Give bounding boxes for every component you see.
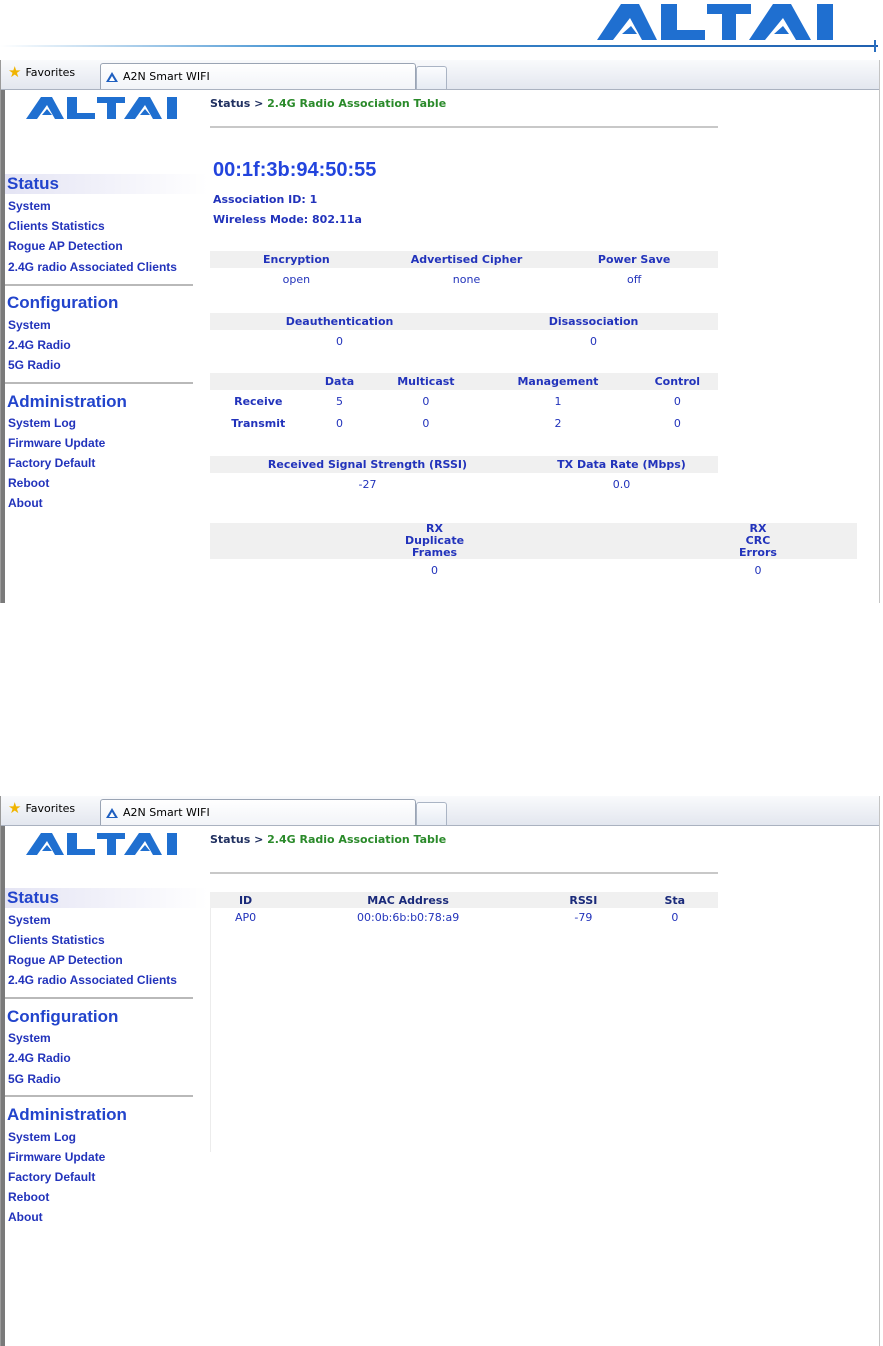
- table-cell: -27: [358, 477, 377, 491]
- row-label: Receive: [234, 394, 283, 408]
- sidebar-item-24g-radio[interactable]: 2.4G Radio: [8, 1051, 71, 1065]
- browser-tab[interactable]: [100, 799, 416, 825]
- header-divider: [210, 126, 718, 128]
- content-edge: [210, 892, 211, 1152]
- sidebar-divider: [5, 1095, 193, 1097]
- table-row: [210, 473, 718, 495]
- main-content: [210, 826, 879, 1346]
- altai-logo: [25, 831, 193, 857]
- table-header: Sta: [632, 892, 718, 908]
- main-content: [210, 90, 879, 603]
- table-row: [210, 390, 718, 412]
- sidebar-item-associated-clients[interactable]: 2.4G radio Associated Clients: [8, 973, 177, 987]
- table-row: [210, 330, 718, 352]
- favorites-label: Favorites: [25, 66, 76, 79]
- table-cell: 0: [422, 394, 430, 408]
- table-header: Deauthentication: [210, 313, 469, 330]
- table-cell: 0: [422, 416, 430, 430]
- table-cell: 2: [554, 416, 562, 430]
- sidebar-item-system-log[interactable]: System Log: [8, 1130, 77, 1144]
- page-frame: [1, 826, 879, 1346]
- table-header: Control: [637, 373, 718, 390]
- sidebar-item-config-system[interactable]: System: [8, 318, 51, 332]
- security-table: [210, 251, 718, 290]
- sidebar-heading-configuration: Configuration: [7, 1007, 119, 1026]
- table-header: Power Save: [550, 251, 718, 268]
- table-cell-id: AP0: [234, 910, 257, 924]
- table-header-row: [210, 523, 857, 559]
- sidebar-divider: [5, 997, 193, 999]
- table-header: Multicast: [373, 373, 480, 390]
- browser-toolbar: [1, 60, 879, 90]
- favorites-button[interactable]: [8, 63, 76, 81]
- sidebar: [5, 826, 207, 1346]
- star-icon: ★: [8, 799, 22, 817]
- breadcrumb: [210, 97, 446, 110]
- table-cell: 0: [590, 334, 598, 348]
- sidebar-item-reboot[interactable]: Reboot: [8, 476, 50, 490]
- sidebar-heading-status: Status: [5, 888, 208, 908]
- sidebar-item-system-log[interactable]: System Log: [8, 416, 77, 430]
- sidebar-item-about[interactable]: About: [8, 1210, 43, 1224]
- table-cell: off: [627, 272, 642, 286]
- traffic-table: [210, 373, 718, 434]
- sidebar-item-24g-radio[interactable]: 2.4G Radio: [8, 338, 71, 352]
- breadcrumb-parent[interactable]: Status: [210, 833, 251, 846]
- sidebar-item-clients-statistics[interactable]: Clients Statistics: [8, 219, 105, 233]
- table-cell-sta: 0: [671, 910, 679, 924]
- wireless-mode-value: 802.11a: [312, 213, 362, 226]
- table-header: Management: [479, 373, 636, 390]
- row-label: Transmit: [231, 416, 286, 430]
- sidebar-divider: [5, 284, 193, 286]
- wireless-mode-label: Wireless Mode:: [213, 213, 309, 226]
- breadcrumb-separator: >: [254, 833, 264, 846]
- table-header: Disassociation: [469, 313, 718, 330]
- sidebar-item-5g-radio[interactable]: 5G Radio: [8, 1072, 61, 1086]
- new-tab-button[interactable]: [416, 66, 447, 89]
- table-cell: 5: [336, 394, 344, 408]
- errors-table: [210, 523, 857, 581]
- table-header: MAC Address: [281, 892, 535, 908]
- table-cell: 0: [754, 563, 762, 577]
- sidebar-item-rogue-ap-detection[interactable]: Rogue AP Detection: [8, 239, 123, 253]
- table-row: [210, 412, 718, 434]
- sidebar-item-config-system[interactable]: System: [8, 1031, 51, 1045]
- favorites-label: Favorites: [25, 802, 76, 815]
- table-header: Data: [307, 373, 373, 390]
- breadcrumb-current: 2.4G Radio Association Table: [267, 833, 447, 846]
- table-header-row: [210, 313, 718, 330]
- table-cell: 0: [673, 394, 681, 408]
- sidebar-item-factory-default[interactable]: Factory Default: [8, 1170, 96, 1184]
- table-cell: open: [282, 272, 311, 286]
- table-cell: 0: [673, 416, 681, 430]
- table-cell: 0: [431, 563, 439, 577]
- table-cell: 1: [554, 394, 562, 408]
- screenshot-association-table: [0, 796, 880, 1346]
- sidebar-heading-configuration: Configuration: [7, 293, 119, 312]
- screenshot-client-detail: [0, 60, 880, 603]
- table-header: Encryption: [210, 251, 383, 268]
- table-header: Received Signal Strength (RSSI): [210, 456, 525, 473]
- altai-brand-logo: [595, 0, 858, 44]
- table-header-row: [210, 456, 718, 473]
- altai-triangle-icon: [105, 71, 119, 83]
- table-header: RX CRC Errors: [659, 523, 857, 559]
- table-cell: 0: [336, 334, 344, 348]
- new-tab-button[interactable]: [416, 802, 447, 825]
- sidebar: [5, 90, 207, 603]
- sidebar-item-reboot[interactable]: Reboot: [8, 1190, 50, 1204]
- table-row[interactable]: [210, 908, 718, 926]
- sidebar-item-factory-default[interactable]: Factory Default: [8, 456, 96, 470]
- brand-rule-end: [874, 40, 876, 52]
- breadcrumb-parent[interactable]: Status: [210, 97, 251, 110]
- table-row: [210, 559, 857, 581]
- brand-rule: [0, 45, 878, 47]
- table-header: ID: [210, 892, 281, 908]
- table-header: RSSI: [535, 892, 632, 908]
- sidebar-item-firmware-update[interactable]: Firmware Update: [8, 1150, 106, 1164]
- table-cell: 0.0: [612, 477, 631, 491]
- table-cell: none: [452, 272, 481, 286]
- table-header: [210, 373, 307, 390]
- table-cell-mac: 00:0b:6b:b0:78:a9: [357, 910, 460, 924]
- association-id: [213, 193, 317, 206]
- sidebar-heading-administration: Administration: [7, 392, 127, 411]
- sidebar-item-status-system[interactable]: System: [8, 913, 51, 927]
- tab-title: A2N Smart WIFI: [123, 806, 210, 819]
- association-id-value: 1: [309, 193, 318, 206]
- auth-table: [210, 313, 718, 352]
- sidebar-heading-status: Status: [5, 174, 208, 194]
- association-table: [210, 892, 718, 926]
- sidebar-divider: [5, 382, 193, 384]
- table-header: Advertised Cipher: [383, 251, 551, 268]
- table-header-row: [210, 892, 718, 908]
- table-cell: 0: [336, 416, 344, 430]
- altai-triangle-icon: [105, 807, 119, 819]
- association-id-label: Association ID:: [213, 193, 306, 206]
- header-divider: [210, 872, 718, 874]
- tab-title: A2N Smart WIFI: [123, 70, 210, 83]
- browser-tab[interactable]: [100, 63, 416, 89]
- breadcrumb-current: 2.4G Radio Association Table: [267, 97, 447, 110]
- client-mac-address: 00:1f:3b:94:50:55: [213, 159, 377, 181]
- sidebar-item-about[interactable]: About: [8, 496, 43, 510]
- breadcrumb-separator: >: [254, 97, 264, 110]
- sidebar-item-status-system[interactable]: System: [8, 199, 51, 213]
- sidebar-heading-administration: Administration: [7, 1105, 127, 1124]
- browser-toolbar: [1, 796, 879, 826]
- page-frame: [1, 90, 879, 603]
- star-icon: ★: [8, 63, 22, 81]
- sidebar-item-clients-statistics[interactable]: Clients Statistics: [8, 933, 105, 947]
- wireless-mode: [213, 213, 362, 226]
- signal-table: [210, 456, 718, 495]
- table-header-row: [210, 251, 718, 268]
- sidebar-item-firmware-update[interactable]: Firmware Update: [8, 436, 106, 450]
- table-row: [210, 268, 718, 290]
- favorites-button[interactable]: [8, 799, 76, 817]
- table-header: TX Data Rate (Mbps): [525, 456, 718, 473]
- table-cell-rssi: -79: [574, 910, 593, 924]
- altai-logo: [25, 95, 193, 121]
- sidebar-item-5g-radio[interactable]: 5G Radio: [8, 358, 61, 372]
- sidebar-item-associated-clients[interactable]: 2.4G radio Associated Clients: [8, 260, 177, 274]
- breadcrumb: [210, 833, 446, 846]
- table-header-row: [210, 373, 718, 390]
- table-header: RX Duplicate Frames: [210, 523, 659, 559]
- sidebar-item-rogue-ap-detection[interactable]: Rogue AP Detection: [8, 953, 123, 967]
